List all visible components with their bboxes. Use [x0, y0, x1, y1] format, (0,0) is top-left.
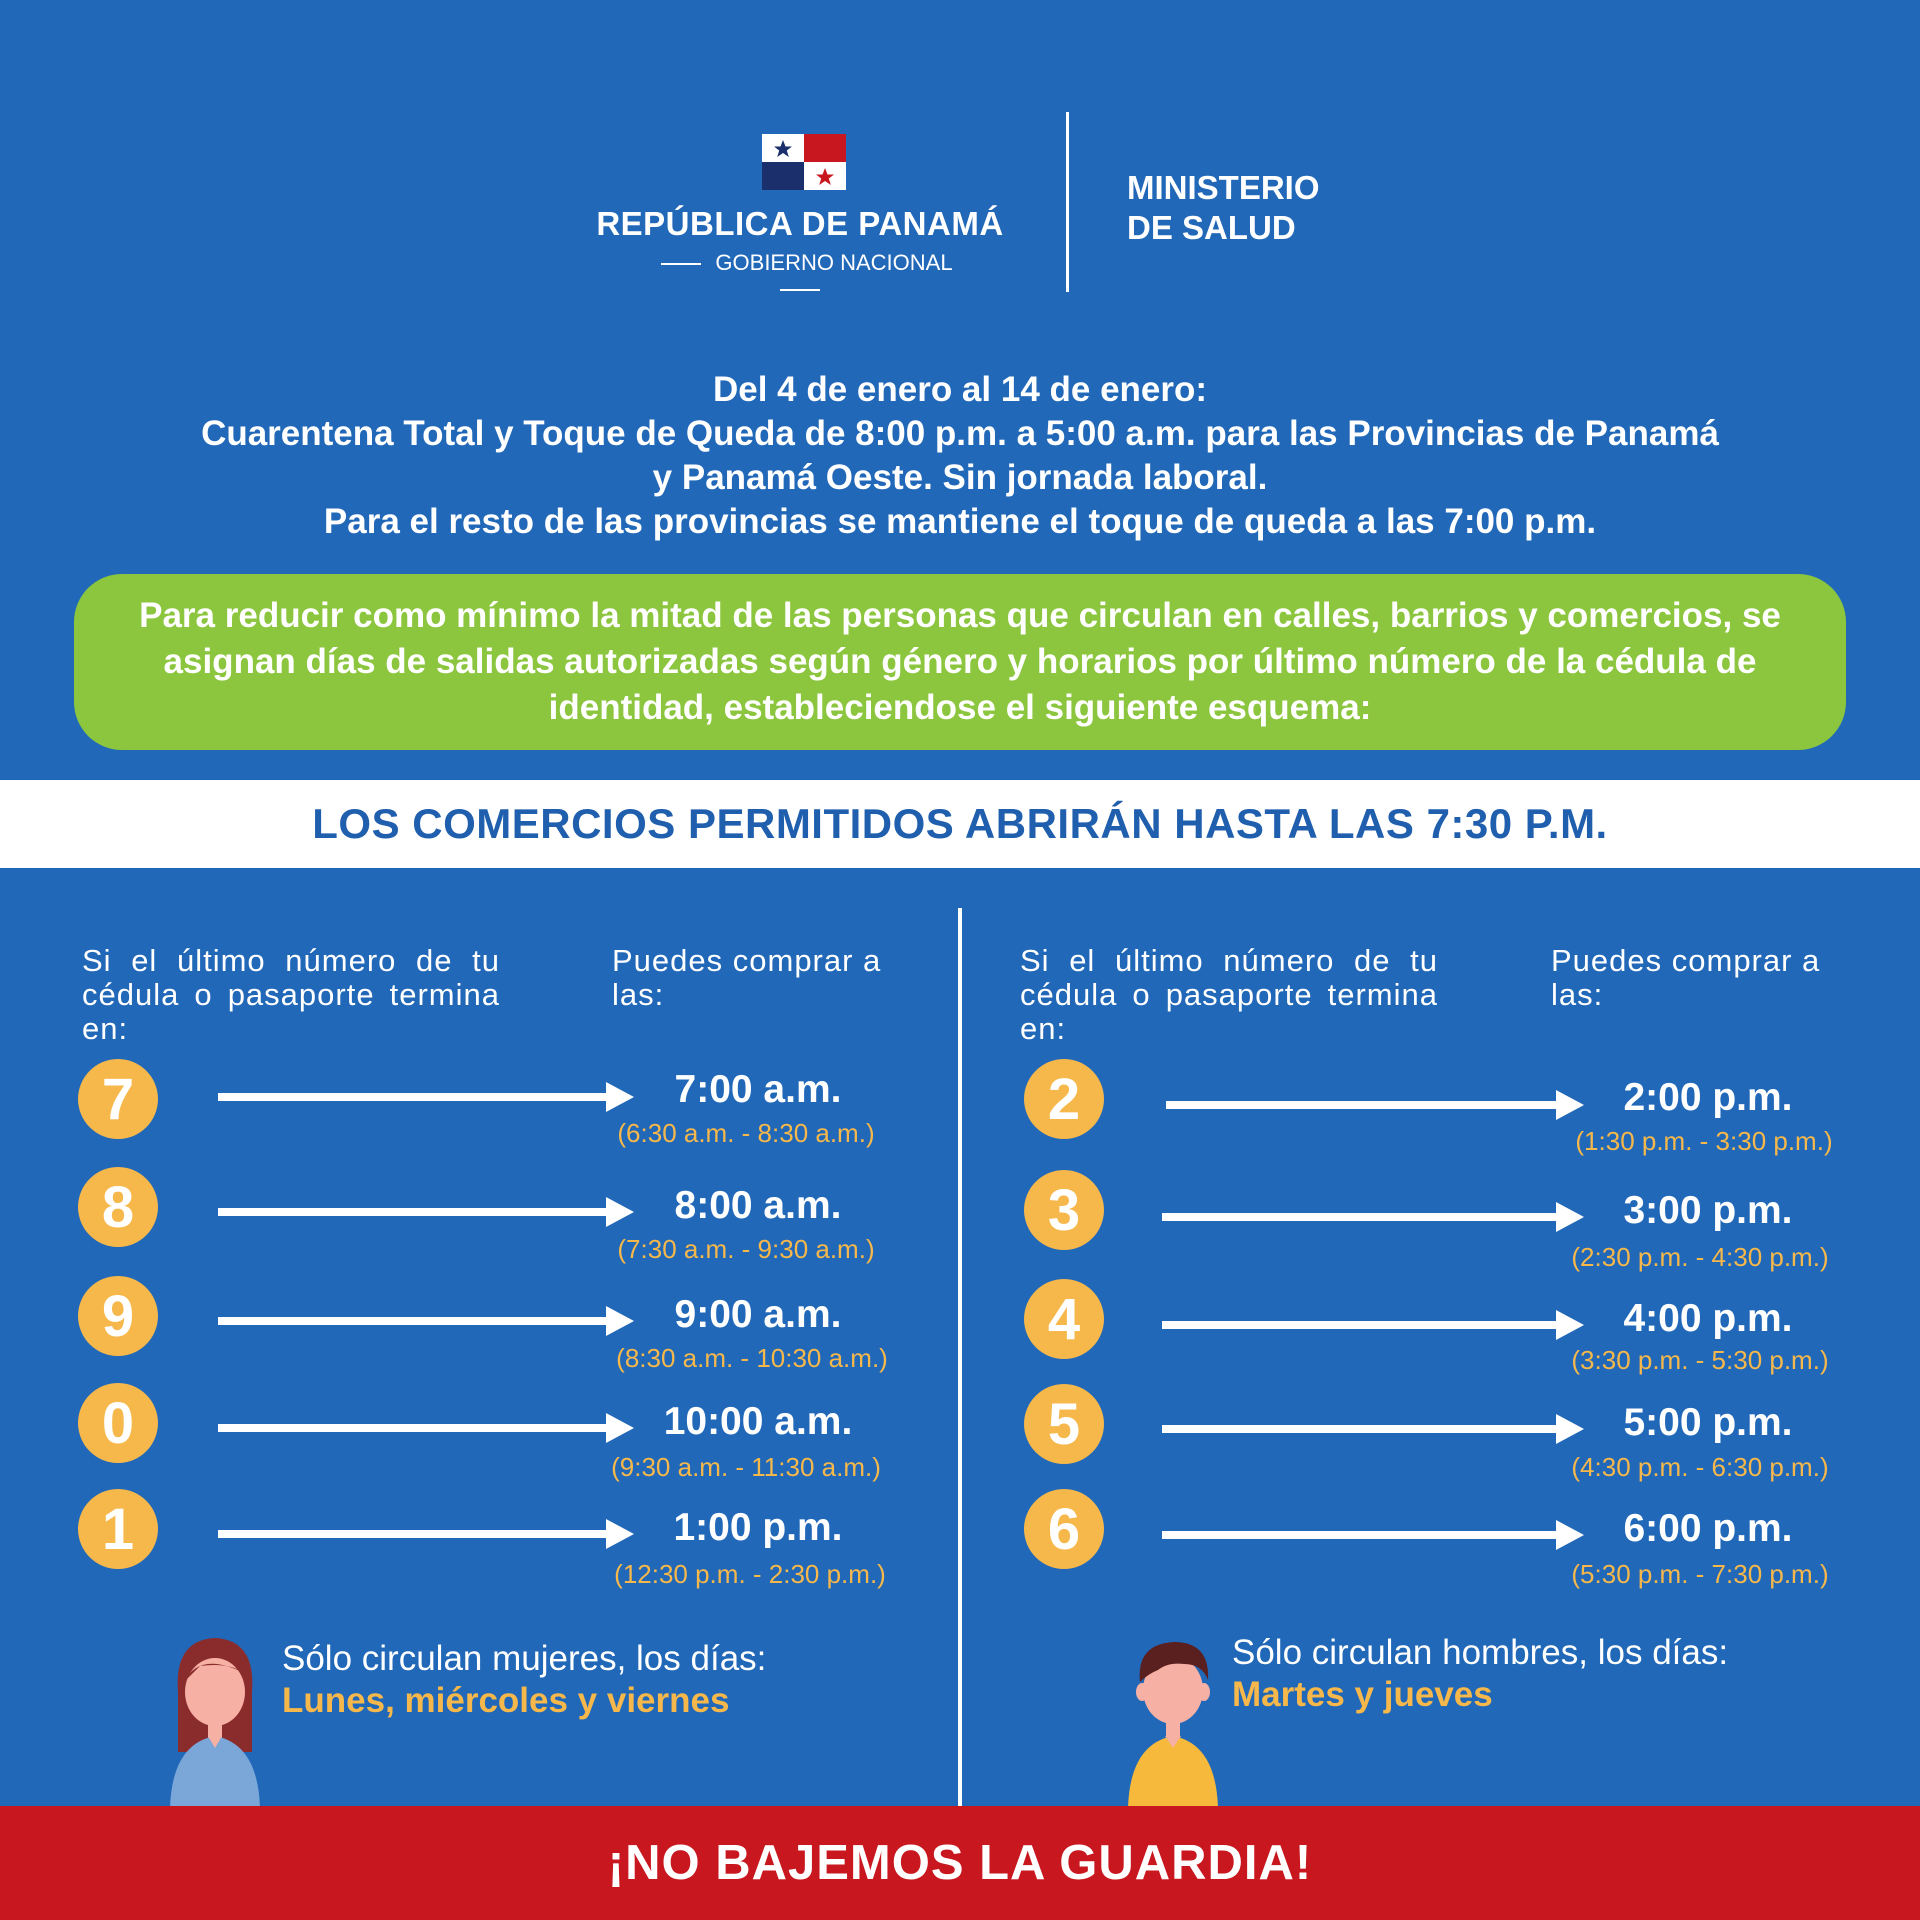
digit-badge: 4 — [1024, 1279, 1104, 1359]
schedule-range: (1:30 p.m. - 3:30 p.m.) — [1575, 1126, 1833, 1156]
woman-icon — [160, 1632, 270, 1808]
scheme-notice-text: Para reducir como mínimo la mitad de las personas que circulan en calles, barrios y comercios, se asignan días de salidas autorizadas según género y horarios por último número de la cédula de identidad, estableciendose el siguiente esquema: — [139, 596, 1781, 727]
commerce-hours-banner — [0, 780, 1920, 868]
panama-flag-logo — [762, 134, 846, 190]
men-days-note — [1232, 1632, 1728, 1716]
schedule-range: (12:30 p.m. - 2:30 p.m.) — [614, 1559, 886, 1589]
digit-badge: 7 — [78, 1059, 158, 1139]
scheme-notice — [74, 574, 1846, 750]
schedule-time: 7:00 a.m. — [674, 1068, 842, 1111]
arrow-icon — [1162, 1310, 1584, 1340]
ministry-line-1: MINISTERIO — [1127, 169, 1320, 206]
men-time-header: Puedes comprar a las: — [1551, 943, 1821, 1012]
men-note-text: Sólo circulan hombres, los días: — [1232, 1633, 1729, 1672]
schedule-range: (8:30 a.m. - 10:30 a.m.) — [616, 1343, 888, 1373]
arrow-icon — [1162, 1202, 1584, 1232]
schedule-time: 1:00 p.m. — [673, 1506, 843, 1549]
arrow-icon — [218, 1197, 634, 1227]
schedule-range: (7:30 a.m. - 9:30 a.m.) — [617, 1234, 875, 1264]
schedule-time: 4:00 p.m. — [1623, 1297, 1793, 1340]
schedule-time: 3:00 p.m. — [1623, 1189, 1793, 1232]
men-days: Martes y jueves — [1232, 1675, 1493, 1714]
women-note-text: Sólo circulan mujeres, los días: — [282, 1639, 767, 1678]
digit-badge: 5 — [1024, 1384, 1104, 1464]
ministry-title — [1127, 168, 1320, 248]
schedule-time: 2:00 p.m. — [1623, 1076, 1793, 1119]
man-icon — [1118, 1630, 1228, 1808]
announcement-quarantine-cont: y Panamá Oeste. Sin jornada laboral. — [652, 458, 1268, 497]
government-label: GOBIERNO NACIONAL — [715, 250, 953, 275]
schedule-time: 9:00 a.m. — [674, 1293, 842, 1336]
arrow-icon — [1162, 1414, 1584, 1444]
subtitle-rule-right — [780, 289, 820, 291]
arrow-icon — [1166, 1090, 1584, 1120]
digit-badge: 0 — [78, 1383, 158, 1463]
commerce-hours-text: LOS COMERCIOS PERMITIDOS ABRIRÁN HASTA LAS 7:30 P.M. — [312, 800, 1608, 847]
arrow-icon — [218, 1519, 634, 1549]
digit-badge: 2 — [1024, 1059, 1104, 1139]
women-time-header: Puedes comprar a las: — [612, 943, 882, 1012]
schedule-time: 6:00 p.m. — [1623, 1507, 1793, 1550]
women-days: Lunes, miércoles y viernes — [282, 1681, 730, 1720]
men-id-header: Si el último número de tu cédula o pasaporte termina en: — [1020, 943, 1438, 1046]
arrow-icon — [1162, 1520, 1584, 1550]
arrow-icon — [218, 1306, 634, 1336]
digit-badge: 9 — [78, 1276, 158, 1356]
column-divider — [958, 908, 962, 1808]
schedule-time: 5:00 p.m. — [1623, 1401, 1793, 1444]
schedule-range: (4:30 p.m. - 6:30 p.m.) — [1571, 1452, 1829, 1482]
schedule-range: (6:30 a.m. - 8:30 a.m.) — [617, 1118, 875, 1148]
ministry-line-2: DE SALUD — [1127, 209, 1296, 246]
curfew-announcement — [40, 368, 1880, 544]
schedule-time: 8:00 a.m. — [674, 1184, 842, 1227]
header-divider — [1066, 112, 1069, 292]
announcement-dates: Del 4 de enero al 14 de enero: — [712, 370, 1208, 409]
government-subtitle — [615, 250, 985, 302]
subtitle-rule-left — [661, 263, 701, 265]
schedule-range: (3:30 p.m. - 5:30 p.m.) — [1571, 1345, 1829, 1375]
announcement-other-provinces: Para el resto de las provincias se mantiene el toque de queda a las 7:00 p.m. — [323, 502, 1597, 541]
digit-badge: 8 — [78, 1167, 158, 1247]
footer-banner — [0, 1806, 1920, 1920]
arrow-icon — [218, 1413, 634, 1443]
schedule-range: (5:30 p.m. - 7:30 p.m.) — [1571, 1559, 1829, 1589]
digit-badge: 3 — [1024, 1170, 1104, 1250]
digit-badge: 1 — [78, 1489, 158, 1569]
republic-title: REPÚBLICA DE PANAMÁ — [596, 205, 1004, 242]
schedule-time: 10:00 a.m. — [663, 1400, 853, 1443]
schedule-range: (9:30 a.m. - 11:30 a.m.) — [611, 1452, 881, 1482]
digit-badge: 6 — [1024, 1489, 1104, 1569]
footer-slogan: ¡NO BAJEMOS LA GUARDIA! — [607, 1836, 1313, 1890]
women-days-note — [282, 1638, 766, 1722]
announcement-quarantine: Cuarentena Total y Toque de Queda de 8:00 p.m. a 5:00 a.m. para las Provincias de Panamá — [201, 414, 1719, 453]
women-id-header: Si el último número de tu cédula o pasaporte termina en: — [82, 943, 500, 1046]
arrow-icon — [218, 1082, 634, 1112]
schedule-range: (2:30 p.m. - 4:30 p.m.) — [1571, 1242, 1829, 1272]
